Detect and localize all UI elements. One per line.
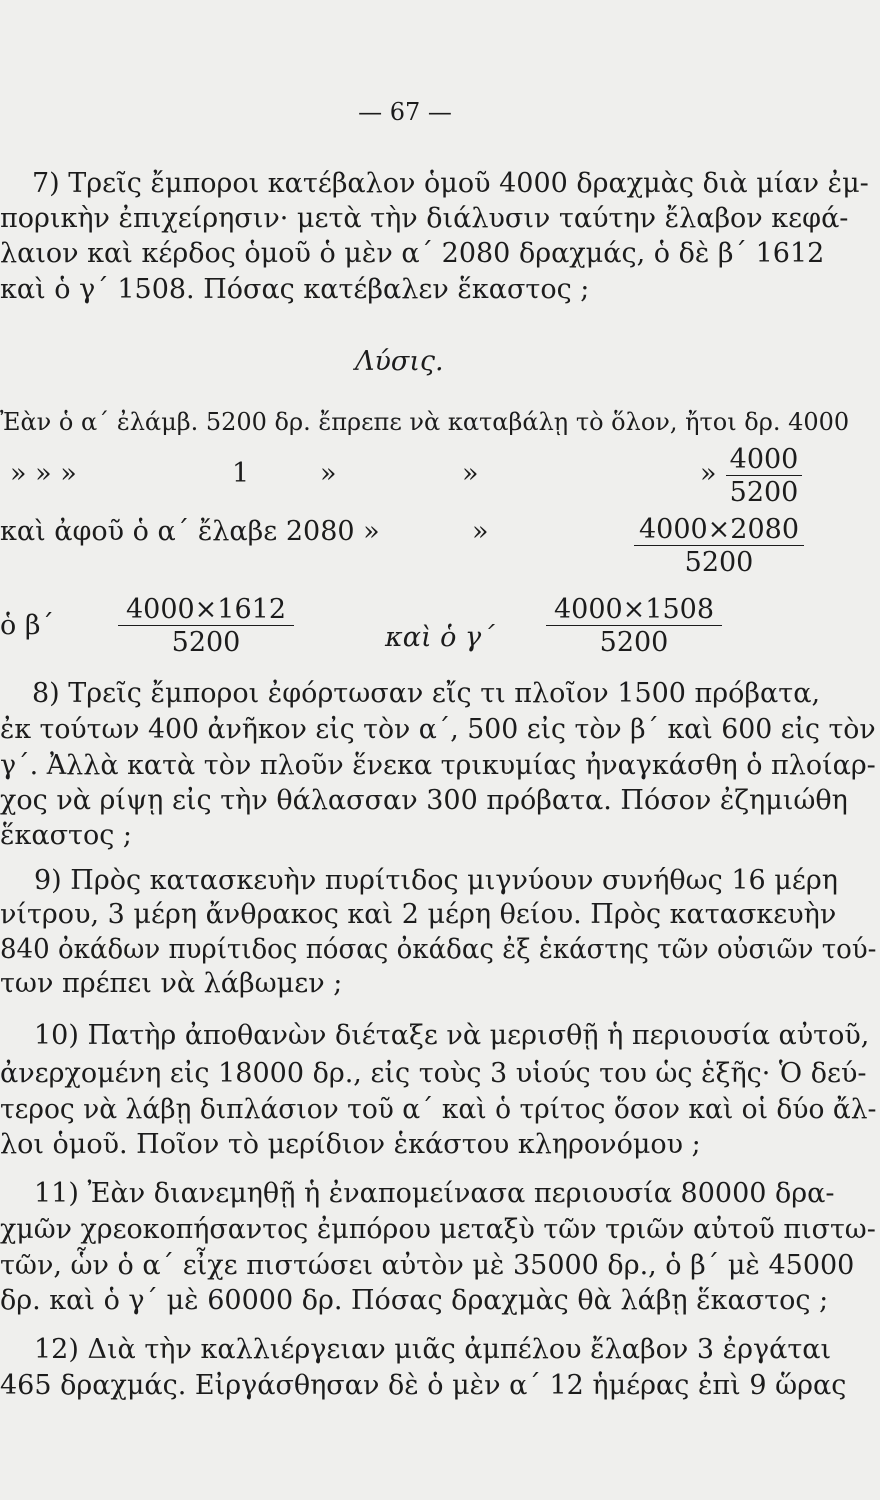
problem-10-line: λοι ὁμοῦ. Ποῖον τὸ μερίδιον ἑκάστου κληρονόμου ; [0, 1129, 701, 1160]
fraction-4000x1508-5200 [546, 596, 722, 656]
solution-row-3-text: καὶ ἀφοῦ ὁ α΄ ἔλαβε 2080 » [0, 516, 380, 547]
problem-9-line: νίτρου, 3 μέρη ἄνθρακος καὶ 2 μέρη θείου. Πρὸς κατασκευὴν [0, 899, 837, 930]
fraction-numerator: 4000×1508 [546, 596, 722, 626]
fraction-numerator: 4000 [726, 446, 802, 476]
problem-9-line: των πρέπει νὰ λάβωμεν ; [0, 968, 343, 999]
fraction-denominator: 5200 [171, 627, 241, 658]
solution-row-3-quote: » [472, 516, 489, 547]
solution-row-4-label: ὁ β΄ [0, 610, 54, 641]
problem-8-line: ἐκ τούτων 400 ἀνῆκον εἰς τὸν α΄, 500 εἰς τὸν β΄ καὶ 600 εἰς τὸν [0, 714, 876, 745]
fraction-denominator: 5200 [729, 477, 799, 508]
fraction-4000x1612-5200 [118, 596, 294, 656]
problem-11-line: δρ. καὶ ὁ γ΄ μὲ 60000 δρ. Πόσας δραχμὰς θὰ λάβῃ ἕκαστος ; [0, 1285, 829, 1316]
problem-7-line: πορικὴν ἐπιχείρησιν· μετὰ τὴν διάλυσιν ταύτην ἔλαβον κεφά- [0, 203, 849, 234]
problem-8-line: ἕκαστος ; [0, 820, 133, 851]
problem-8-line: 8) Τρεῖς ἔμποροι ἐφόρτωσαν εἴς τι πλοῖον 1500 πρόβατα, [32, 678, 821, 709]
solution-row-2-quote: » [320, 458, 337, 489]
problem-9-line: 9) Πρὸς κατασκευὴν πυρίτιδος μιγνύουν συνήθως 16 μέρη [34, 865, 838, 896]
problem-10-line: 10) Πατὴρ ἀποθανὼν διέταξε νὰ μερισθῇ ἡ περιουσία αὐτοῦ, [34, 1020, 870, 1051]
problem-8-line: χος νὰ ρίψῃ εἰς τὴν θάλασσαν 300 πρόβατα. Πόσον ἐζημιώθη [0, 785, 848, 816]
solution-row-4-middle: καὶ ὁ γ΄ [385, 622, 495, 653]
solution-row-2-quote: » [462, 458, 479, 489]
fraction-4000x2080-5200 [634, 516, 804, 576]
solution-row-2-quotes: » » » [10, 458, 77, 489]
problem-10-line: τερος νὰ λάβῃ διπλάσιον τοῦ α΄ καὶ ὁ τρίτος ὅσον καὶ οἱ δύο ἄλ- [0, 1094, 877, 1125]
problem-11-line: 11) Ἐὰν διανεμηθῇ ἡ ἐναπομείνασα περιουσία 80000 δρα- [34, 1178, 835, 1209]
solution-row-2-one: 1 [232, 458, 250, 489]
solution-title: Λύσις. [355, 346, 444, 377]
problem-11-line: τῶν, ὧν ὁ α΄ εἶχε πιστώσει αὐτὸν μὲ 35000 δρ., ὁ β΄ μὲ 45000 [0, 1250, 855, 1281]
problem-9-line: 840 ὀκάδων πυρίτιδος πόσας ὀκάδας ἐξ ἑκάστης τῶν οὐσιῶν τού- [0, 934, 877, 965]
solution-row-2-quote: » [700, 458, 717, 489]
problem-10-line: ἀνερχομένη εἰς 18000 δρ., εἰς τοὺς 3 υἱούς του ὡς ἑξῆς· Ὁ δεύ- [0, 1058, 867, 1089]
page-number: — 67 — [358, 98, 452, 126]
problem-8-line: γ΄. Ἀλλὰ κατὰ τὸν πλοῦν ἕνεκα τρικυμίας ἠναγκάσθη ὁ πλοίαρ- [0, 750, 876, 781]
problem-7-line: 7) Τρεῖς ἔμποροι κατέβαλον ὁμοῦ 4000 δραχμὰς διὰ μίαν ἐμ- [32, 168, 869, 199]
problem-7-line: καὶ ὁ γ΄ 1508. Πόσας κατέβαλεν ἕκαστος ; [0, 274, 590, 305]
fraction-numerator: 4000×1612 [118, 596, 294, 626]
fraction-denominator: 5200 [599, 627, 669, 658]
problem-7-line: λαιον καὶ κέρδος ὁμοῦ ὁ μὲν α΄ 2080 δραχμάς, ὁ δὲ β΄ 1612 [0, 238, 825, 269]
problem-12-line: 12) Διὰ τὴν καλλιέργειαν μιᾶς ἀμπέλου ἔλαβον 3 ἐργάται [34, 1334, 832, 1365]
fraction-numerator: 4000×2080 [634, 516, 804, 546]
fraction-4000-5200 [726, 446, 802, 506]
problem-12-line: 465 δραχμάς. Εἰργάσθησαν δὲ ὁ μὲν α΄ 12 ἡμέρας ἐπὶ 9 ὥρας [0, 1370, 847, 1401]
solution-row-1: Ἐὰν ὁ α΄ ἐλάμβ. 5200 δρ. ἔπρεπε νὰ καταβάλῃ τὸ ὅλον, ἤτοι δρ. 4000 [0, 408, 850, 436]
problem-11-line: χμῶν χρεοκοπήσαντος ἐμπόρου μεταξὺ τῶν τριῶν αὐτοῦ πιστω- [0, 1214, 876, 1245]
fraction-denominator: 5200 [684, 547, 754, 578]
